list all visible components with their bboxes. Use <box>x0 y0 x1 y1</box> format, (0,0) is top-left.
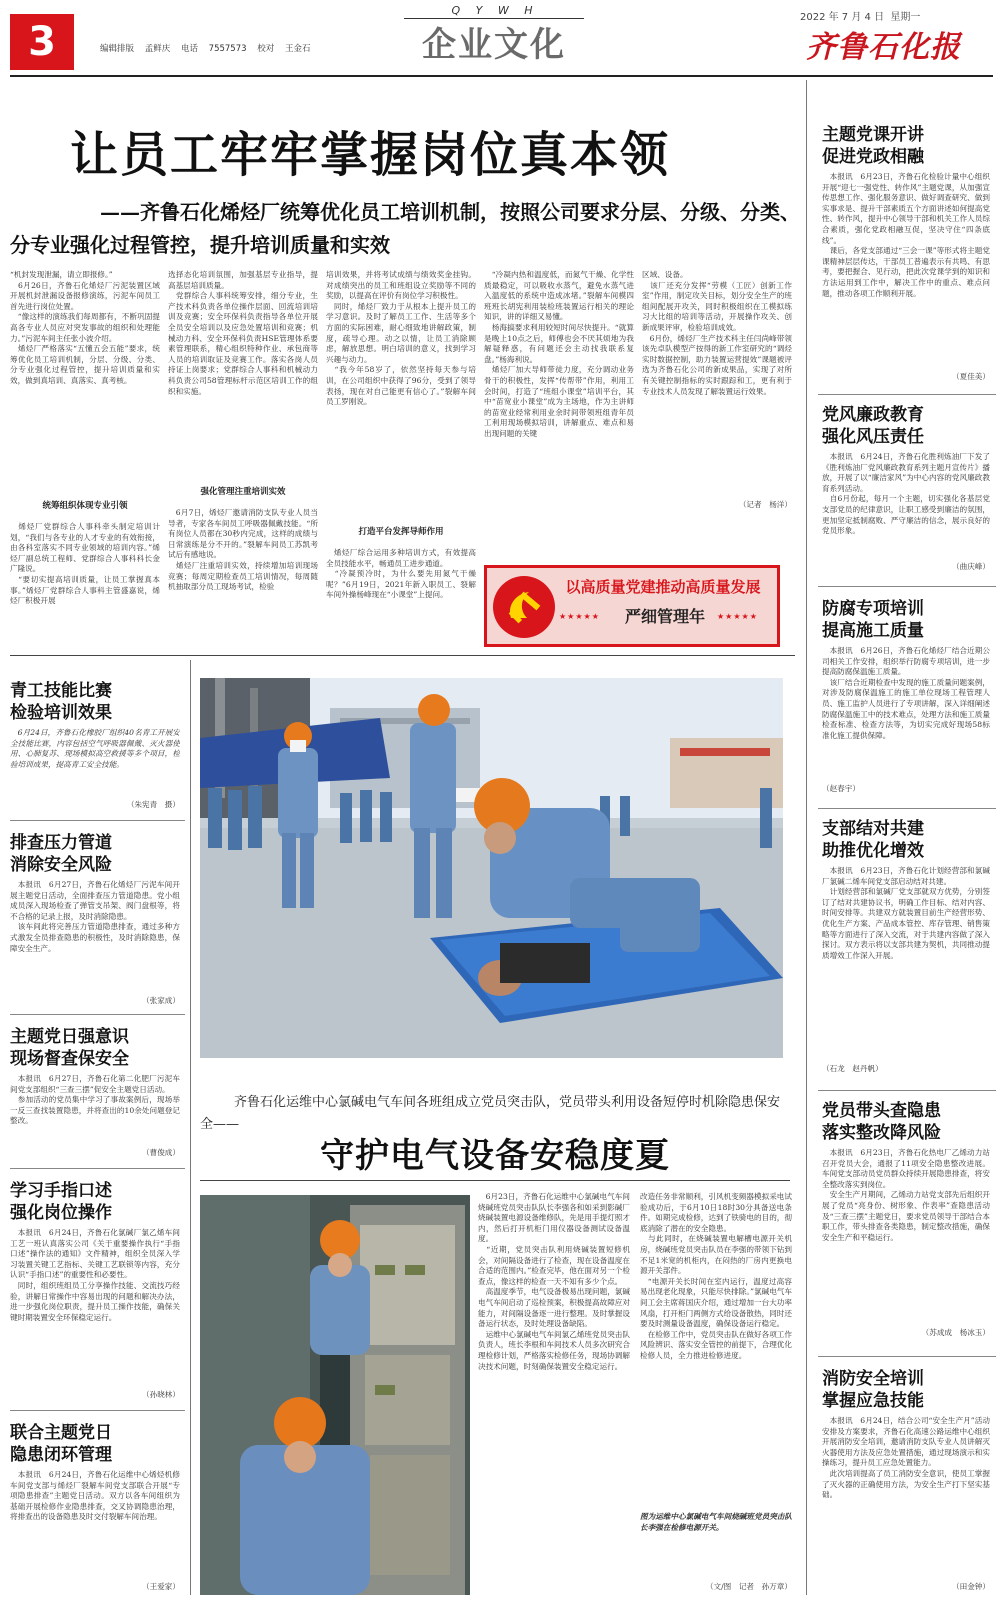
section-title-rule-top <box>404 18 584 19</box>
electrician-scene-illustration <box>200 1195 470 1595</box>
right-brief-5-title: 党员带头查隐患 落实整改降风险 <box>822 1101 941 1143</box>
section-latin: Q Y W H <box>451 4 539 17</box>
phone-label: 电话 <box>180 44 198 54</box>
left-brief-3-title: 主题党日强意识 现场督查保安全 <box>10 1027 129 1069</box>
left-brief-rule-4 <box>10 1410 185 1411</box>
lead-col1b: 烯烃厂党群综合人事科牵头制定培训计划，“我们与各专业的人才专业的有效衔接，由各科室落实不同专业领域的培训内容。”烯烃厂副总统工程师、党群综合人事科科长金广隆说。 “要切实提高培训质量，让员工掌握真本事。”烯烃厂党群综合人事科主管盛嘉说，烯烃厂积极开展 <box>10 522 160 606</box>
right-brief-1-title: 主题党课开讲 促进党政相融 <box>822 125 924 167</box>
lead-col2b: 6月7日，烯烃厂邀请消防支队专业人员当导者，专家各车间员工呼吸器佩戴技能。“所有岗位人员都在30秒内完成，这样的成绩与日常演练是分不开的。”裂解车间员工苏凯考试后有感地说。 烯烃厂注重培训实效，持续增加培训现场竞赛；每周定期检查员工培训情况，每周随机抽取部分员工现场考试，检验 <box>168 508 318 592</box>
page-number-badge <box>10 14 74 70</box>
banner-line2: 严细管理年 <box>624 607 705 626</box>
left-brief-5-title: 联合主题党日 隐患闭环管理 <box>10 1423 112 1465</box>
left-brief-3-sign: （曹俊成） <box>142 1148 180 1157</box>
left-brief-2-text: 本报讯 6月27日，齐鲁石化烯烃厂污泥车间开展主题党日活动，全面排查压力管道隐患。党小组成员深入现场检查了弹管支吊架、阀门盘根等，将不合格的记录上报，及时消除隐患。 该车间此将完善压力管道隐患排查，通过多种方式激发全员排查隐患的积极性，及时消除隐患，保障安全生产。 <box>10 880 180 953</box>
lead-col2-subhead: 强化管理注重培训实效 <box>200 487 286 497</box>
lead-col2: 选择态化培训氛围，加强基层专业指导，提高基层培训质量。 党群综合人事科统筹安排，细分专业，生产技术科负责各单位操作层面、回流培训培训及竞赛；安全环保科负责指导各单位开展全员安全培训以及应急处置培训和竞赛；机械动力科、安全环保科负责HSE管理体系要素管理联系，精心组织特种作业、承包商等人员的培训取证及竞赛工作。落实各岗人员持证上岗要求；党群综合人事科和机械动力科负责公司58管理标杆示范区培训工作的组织和实施。 <box>168 270 318 396</box>
lead-subhead: ——齐鲁石化烯烃厂统筹优化员工培训机制，按照公司要求分层、分级、分类、分专业强化过程管控，提升培训质量和实效 <box>10 200 800 257</box>
lead-bottom-rule <box>10 655 795 656</box>
left-brief-4-text: 本报讯 6月24日，齐鲁石化氯碱厂氯乙烯车间工艺一班认真落实公司《关于重要操作执行“手指口述”操作法的通知》文件精神，组织全员深入学习装置关键工艺指标、关键工艺联锁等内容，充分认识“手指口述”的重要性和必要性。 同时，组织班组员工分享操作技能、交流技巧经验，讲解日常操作中容易出现的问题和解决办法，进一步强化岗位职责，提升员工操作技能，确保关键时期装置安全环保稳定运行。 <box>10 1228 180 1322</box>
left-brief-rule-1 <box>10 820 185 821</box>
right-brief-2-text: 本报讯 6月24日，齐鲁石化胜利炼油厂下发了《胜利炼油厂党风廉政教育系列主题月宣传片》播放，开展了以“廉洁家风”为中心内容的党风廉政教育系列活动。 自6月份起，每月一个主题，切实强化各基层党支部党员的纪律意识，让职工感受到廉洁的氛围，更加坚定抵制腐败、严守廉洁的信念，展示良好的党员形象。 <box>822 452 990 536</box>
banner-line1: 以高质量党建推动高质量发展 <box>565 578 761 596</box>
right-brief-4-sign: （石龙 赵丹帆） <box>822 1064 883 1073</box>
editorial-credits <box>100 42 400 54</box>
right-brief-5-sign: （苏成成 杨冰玉） <box>921 1328 990 1337</box>
right-brief-rule-4 <box>818 1090 996 1091</box>
feature-col1: 6月23日，齐鲁石化运维中心氯碱电气车间烧碱班党员突击队队长李强各和如采到影碱厂烧碱装置电源设备维修队，先是用手提灯照才内，然后打开机柜门用仪器设备测试设备温度。 “近期，党员突击队利用烧碱装置短修机会，对间隔设备进行了检查，现在设备温度在合适的范围内。”检查完毕，他在面对另一个检查点，像这样的检查一天不知有多少个点。 高温度季节，电气设备极易出现问题，氯碱电气车间启动了巡检预案，积极提高故障应对能力，对间隔设备逐一进行整理。及时掌握设备运行状态，及时处理设备缺陷。 运维中心氯碱电气车间氯乙烯班党员突击队负责人，班长李根和车间技术人员多次研究合理检修计划，严格落实检修任务，现场协调解决技术问题，时刻确保装置安全稳定运行。 <box>478 1192 630 1371</box>
left-brief-2-sign: （张家成） <box>142 996 180 1005</box>
right-brief-4-text: 本报讯 6月23日，齐鲁石化计划经营部和氯碱厂氯碱二烯车间党支部启动结对共建。 计划经营部和氯碱厂党支部就双方优势，分别签订了结对共建协议书，明确工作目标、结对内容、时间安排等。共建双方就装置目前生产经营形势、优化生产方案、产品成本管控、库存管理、销售策略等方面进行了深入交流，对于共建内容做了深入探讨。双方表示将以支部共建为契机，共同推动提质增效工作深入开展。 <box>822 866 990 960</box>
feature-rule <box>200 1180 790 1181</box>
left-brief-1-text: 6月24日，齐鲁石化橡胶厂组织40名青工开展安全技能比赛，内容包括空气呼吸器佩戴、灭火器使用、心肺复苏、现场模拟高空救援等多个项目，检验培训成果，提高青工安全技能。 <box>10 728 180 769</box>
lead-col3: 培训效果，并将考试成绩与绩效奖金挂钩。对成绩突出的员工和班组设立奖励等不同的奖励，以提高在评价有岗位学习积极性。 同时，烯烃厂致力于从根本上提升员工的学习意识。及时了解员工工作、生活等多个方面的实际困难，耐心细致地讲解政策，制度，疏导心理。动之以情，让员工消除顾虑，解放思想。明白培训的意义，找到学习兴趣与动力。 “我今年58岁了，依然坚持每天参与培训，在公司组织中获得了96分，受到了领导表扬，现在对自己能更有信心了。”裂解车间员工罗刚说。 <box>326 270 476 407</box>
left-brief-5-text: 本报讯 6月24日，齐鲁石化运维中心烯烃机修车间党支部与烯烃厂裂解车间党支部联合开展“专项隐患排查”主题党日活动。双方以各车间组织为基础开展检修作业隐患排查，交叉协调隐患治理，将排查出的设备隐患及时交付裂解车间治理。 <box>10 1470 180 1522</box>
right-brief-rule-2 <box>818 586 996 587</box>
electrician-photo <box>200 1195 470 1595</box>
banner-stars-left: ★★★★★ <box>559 612 600 621</box>
left-brief-rule-3 <box>10 1168 185 1169</box>
masthead-rule <box>10 75 993 77</box>
right-brief-2-title: 党风廉政教育 强化风压责任 <box>822 405 924 447</box>
lead-col1-subhead: 统筹组织体现专业引领 <box>42 501 128 511</box>
lead-col5: 区域、设备。 该厂还充分发挥“劳模（工匠）创新工作室”作用，制定攻关目标，划分安全生产的班组间配展开攻关，同时积极组织在工模拟练习大比组的培训等活动，开展操作攻关、创新成果评审，检验培训成效。 6月份，烯烃厂生产技术科主任闫尚峰带领该先卓队模型产按得的新工作室研究的“调烃实时数据控制，助力装置运营提效”课题被评选为齐鲁石化公司的新成果品，实现了对所有关键控制指标的实时跟踪和工，更有利于专业技术人员发现了解装置运行效果。 <box>642 270 792 396</box>
left-brief-rule-2 <box>10 1014 185 1015</box>
lead-headline: 让员工牢牢掌握岗位真本领 <box>70 127 671 183</box>
cpr-scene-illustration <box>200 678 783 1058</box>
right-brief-rule-1 <box>818 394 996 395</box>
proof-label: 校对 <box>257 44 275 54</box>
lead-col1: “机封发现泄漏，请立即报修。” 6月26日，齐鲁石化烯烃厂污泥装置区域开展机封泄漏设备报修演练，污泥车间员工首先进行岗位处置。 “像这样的演练我们每周都有，不断巩固提高各专业人员应对突发事故的组织和处理能力。”污泥车间主任张小波介绍。 烯烃厂严格落实“五懂五会五能”要求，统筹优化员工培训机制，分层、分级、分类、分专业强化过程管控，提升培训质量和实效，做到真培训、真落实、真考核。 <box>10 270 160 385</box>
left-brief-4-sign: （孙晓林） <box>142 1390 180 1399</box>
right-brief-6-title: 消防安全培训 掌握应急技能 <box>822 1369 924 1411</box>
paper-name: 齐鲁石化报 <box>806 30 961 65</box>
right-brief-1-sign: （夏佳美） <box>952 372 990 381</box>
left-brief-1-title: 青工技能比赛 检验培训效果 <box>10 681 112 723</box>
feature-col2: 改造任务非常顺利，引风机变频器模拟采电试验成功后，于6月10日18时30分具备送电条件。如期完成检修，达到了铁骑电的目的，彻底消除了潜在的安全隐患。 与此同时，在烧碱装置电解槽电源开关机房，烧碱班党员突击队员在李强的带领下钻到不足1米宽的机柜内，在闷热的厂房内更换电源开关部件。 “电源开关长时间在室内运行，温度过高容易出现老化现象，只能尽快排除。”氯碱电气车间工会主席蒋国庆介绍，通过增加一台大功率风扇，打开柜门两侧方式给设备散热，同时还要及时测量设备温度，确保设备运行稳定。 在检修工作中，党员突击队在做好各项工作风险辨识、落实安全管控的前提下，合理优化检修人员，全力推进检修进度。 <box>640 1192 792 1360</box>
left-brief-5-sign: （王爱家） <box>142 1582 180 1591</box>
right-brief-1-text: 本报讯 6月23日，齐鲁石化检验计量中心组织开展“迎七一强党性、转作风”主题党课，从加强宣传思想工作、强化服务意识、做好调查研究、做到实事求是、提升干部素质五个方面讲述如何提高党性、转作风，提升中心领导干部和机关工作人员综合素质，强化党政相融互促，坚决守住“四条底线”。 课后，各党支部通过“三会一课”等形式将主题党课精神层层传达，干部员工普遍表示有共鸣、有思考，要把握合、见行动，把此次党课学到的知识和方法运用到工作中，解决工作中的重点、难点问题，推动各项工作顺利开展。 <box>822 172 990 298</box>
right-brief-6-text: 本报讯 6月24日，结合公司“安全生产月”活动安排及方案要求，齐鲁石化高速公路运维中心组织开展消防安全培训，邀请消防支队专业人员讲解灭火器使用方法及应急处置措施，通过现场演示和实操练习，提升员工应急处置能力。 此次培训提高了员工消防安全意识，使员工掌握了灭火器的正确使用方法，为安全生产打下坚实基础。 <box>822 1416 990 1500</box>
left-brief-2-title: 排查压力管道 消除安全风险 <box>10 833 112 875</box>
feature-headline: 守护电气设备安稳度夏 <box>320 1136 670 1176</box>
lead-col3b: 烯烃厂综合运用多种培训方式，有效提高全员技能水平，畅通员工进步通道。 “冷凝预冷时，为什么要先用氮气干燥呢？”6月19日，2021年新入职员工、裂解车间外操杨峰现在“小课堂”上提问。 <box>326 548 476 600</box>
page-number: 3 <box>28 19 56 65</box>
left-brief-4-title: 学习手指口述 强化岗位操作 <box>10 1181 112 1223</box>
right-brief-3-sign: （赵春宇） <box>822 784 860 793</box>
right-brief-3-title: 防腐专项培训 提高施工质量 <box>822 599 924 641</box>
proofer: 王金石 <box>284 44 311 54</box>
right-brief-3-text: 本报讯 6月26日，齐鲁石化烯烃厂结合近期公司相关工作安排，组织举行防腐专项培训，进一步提高防腐保温施工质量。 该厂结合近期检查中发现的施工质量问题案例，对涉及防腐保温施工的施工单位现场工程管理人员、施工监护人员进行了专项讲解，深入详细阐述防腐保温施工中的技术难点，处理方法和施工质量检查标准、检查方法等，为切实完成好现场58标准化施工提供保障。 <box>822 646 990 740</box>
right-brief-rule-5 <box>818 1356 996 1357</box>
left-briefs-divider <box>190 660 191 1595</box>
banner-stars-right: ★★★★★ <box>717 612 758 621</box>
right-brief-rule-3 <box>818 808 996 809</box>
right-brief-2-sign: （曲庆峰） <box>952 562 990 571</box>
right-brief-6-sign: （田金钟） <box>952 1582 990 1591</box>
party-banner <box>484 565 780 647</box>
phone: 7557573 <box>208 44 247 54</box>
right-brief-4-title: 支部结对共建 助推优化增效 <box>822 819 924 861</box>
right-brief-5-text: 本报讯 6月23日，齐鲁石化热电厂乙烯动力站召开党员大会，通报了11项安全隐患整改进展。车间党支部动员党员群众持续开展隐患排查，将安全整改落实到岗位。 安全生产月期间，乙烯动力站党支部先后组织开展了党员“亮身份、树形象、作表率”查隐患活动及“三查三摆”主题党日，要求党员领导干部结合本职工作，带头排查各类隐患，制定整改措施，确保安全生产和平稳运行。 <box>822 1148 990 1242</box>
editor: 孟鲜庆 <box>144 44 171 54</box>
feature-sign: （文/图 记者 孙万章） <box>705 1582 792 1591</box>
lead-col3-subhead: 打造平台发挥导师作用 <box>358 527 444 537</box>
feature-photo-caption: 图为运维中心氯碱电气车间烧碱班党员突击队长李强在检修电源开关。 <box>640 1512 792 1532</box>
editor-label: 编辑排版 <box>100 44 135 54</box>
left-brief-3-text: 本报讯 6月27日，齐鲁石化第二化肥厂污泥车间党支部组织“三查三摆”促安全主题党日活动。 参加活动的党员集中学习了事故案例后，现场举一反三查找装置隐患，并将查出的10余处问题登记整改。 <box>10 1074 180 1126</box>
lead-col4: “冷凝内热和温度低，而氮气干燥、化学性质最稳定，可以吸收水蒸气，避免水蒸气进入温度低的系统中造成冰堵。”裂解车间模四班班长胡宪利用装检班装置运行相关的理论知识，讲的详细又易懂。 杨海搞要求利用较短时间尽快提升。“就算是晚上10点之后，师傅也会不厌其烦地为我解疑释惑，有问题还会主动找我联系复盘。”杨海利说。 烯烃厂加大导师带徒力度，充分调动业务骨干的积极性，发挥“传帮带”作用，利用工会时间，打造了“班组小课堂”培训平台，其中“苗宽业小课堂”成为主场地，作为主讲师的苗宽业经常利用业余时间带领班组青年员工利用现场模拟培训，讲解重点、难点和易出现问题的关键 <box>484 270 634 438</box>
section-title: 企业文化 <box>422 25 566 65</box>
lead-col5-sign: （记者 杨洋） <box>738 500 792 509</box>
photo1-caption: 齐鲁石化运维中心氯碱电气车间各班组成立党员突击队，党员带头利用设备短停时机除隐患保安全—— <box>200 1095 781 1132</box>
issue-date: 2022 年 7 月 4 日 星期一 <box>800 12 921 23</box>
cpr-training-photo <box>200 678 783 1058</box>
left-brief-1-sign: （朱宪青 摄） <box>126 800 180 809</box>
hammer-sickle-icon <box>493 576 555 638</box>
sidebar-divider <box>806 80 807 1595</box>
party-emblem-icon <box>493 576 555 638</box>
